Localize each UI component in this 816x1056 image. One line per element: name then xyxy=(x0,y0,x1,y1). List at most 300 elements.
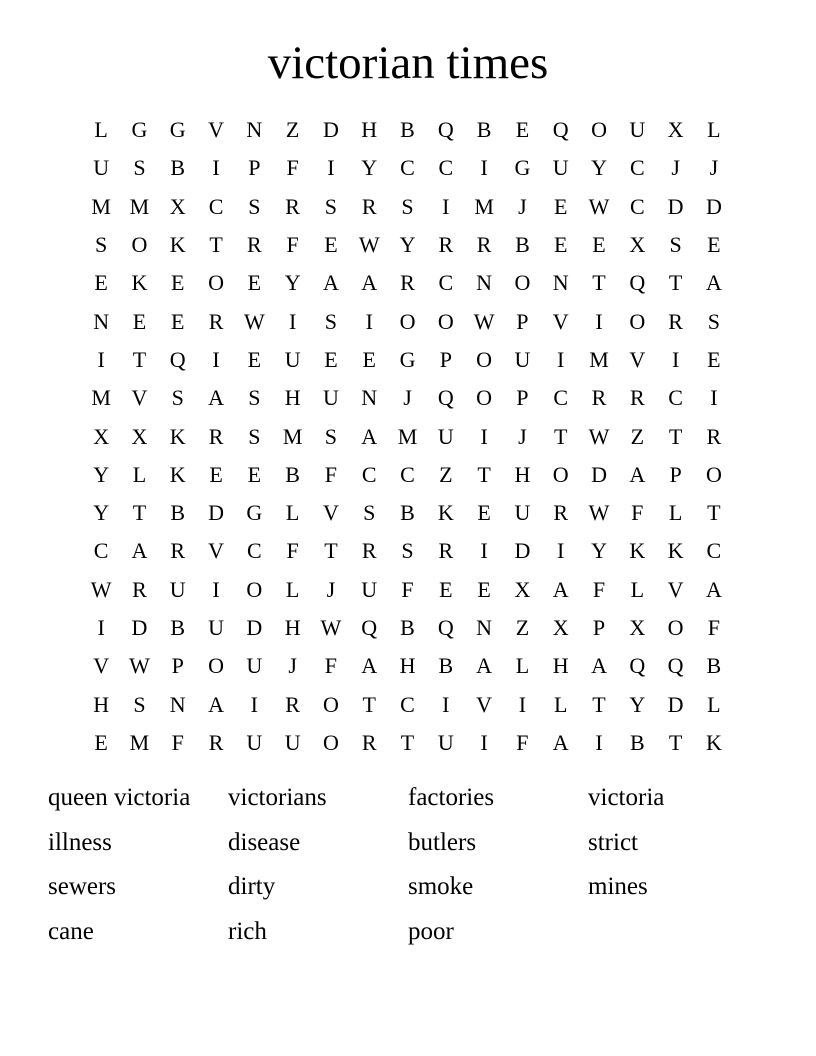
grid-letter: E xyxy=(707,232,721,258)
grid-letter: T xyxy=(592,270,606,296)
grid-letter: A xyxy=(705,576,722,602)
grid-letter: M xyxy=(474,193,494,219)
grid-letter: A xyxy=(552,576,569,602)
grid-letter: R xyxy=(591,385,607,411)
grid-letter: V xyxy=(476,691,493,717)
grid-letter: P xyxy=(439,346,452,372)
grid-letter: L xyxy=(515,653,530,679)
grid-letter: T xyxy=(668,729,683,755)
grid-letter: M xyxy=(129,729,150,755)
grid-letter: J xyxy=(518,193,527,219)
grid-letter: J xyxy=(288,653,297,679)
grid-letter: M xyxy=(589,346,609,372)
grid-letter: P xyxy=(248,155,261,181)
word-list-item: factories xyxy=(408,784,495,811)
grid-letter: P xyxy=(516,385,529,411)
grid-letter: I xyxy=(518,691,527,717)
grid-letter: C xyxy=(629,193,645,219)
grid-letter: K xyxy=(437,500,454,526)
grid-letter: T xyxy=(132,346,147,372)
grid-letter: T xyxy=(132,500,147,526)
grid-letter: I xyxy=(327,155,335,181)
grid-letter: W xyxy=(129,653,150,679)
grid-letter: A xyxy=(361,270,378,296)
grid-letter: G xyxy=(399,346,416,372)
grid-letter: D xyxy=(322,117,339,143)
grid-letter: V xyxy=(93,653,110,679)
grid-letter: G xyxy=(246,500,263,526)
grid-letter: A xyxy=(705,270,722,296)
grid-letter: I xyxy=(480,538,488,564)
grid-letter: I xyxy=(97,615,105,640)
grid-letter: F xyxy=(401,576,414,602)
grid-letter: N xyxy=(169,691,186,717)
grid-letter: X xyxy=(552,615,569,640)
grid-letter: F xyxy=(592,576,606,602)
grid-letter: W xyxy=(588,423,610,449)
grid-letter: J xyxy=(403,385,412,411)
grid-letter: Q xyxy=(552,117,569,143)
grid-letter: R xyxy=(361,193,377,219)
word-list-item: sewers xyxy=(48,873,117,901)
grid-letter: I xyxy=(595,729,603,755)
grid-letter: R xyxy=(208,423,224,449)
grid-letter: D xyxy=(246,615,263,640)
grid-letter: I xyxy=(250,691,258,717)
grid-letter: A xyxy=(552,729,569,755)
grid-letter: U xyxy=(246,729,263,755)
grid-letter: K xyxy=(131,270,148,296)
grid-letter: O xyxy=(437,308,454,334)
grid-letter: R xyxy=(629,385,645,411)
grid-letter: T xyxy=(400,729,415,755)
grid-letter: X xyxy=(514,576,531,602)
grid-letter: O xyxy=(322,729,339,755)
word-list-item: queen victoria xyxy=(48,784,191,811)
grid-letter: A xyxy=(476,653,493,679)
grid-letter: L xyxy=(707,117,721,143)
grid-letter: L xyxy=(285,500,300,526)
grid-letter: W xyxy=(358,232,380,258)
grid-letter: N xyxy=(552,270,569,296)
grid-letter: M xyxy=(397,423,418,449)
grid-letter: W xyxy=(90,576,112,602)
grid-letter: Q xyxy=(361,615,378,640)
grid-letter: E xyxy=(477,500,491,526)
word-list-item: rich xyxy=(228,918,267,946)
grid-letter: C xyxy=(400,155,415,181)
grid-letter: B xyxy=(285,461,300,487)
grid-letter: L xyxy=(553,691,568,717)
grid-letter: L xyxy=(132,461,147,487)
grid-letter: S xyxy=(324,423,338,449)
grid-letter: K xyxy=(169,423,186,449)
grid-letter: S xyxy=(248,193,261,219)
grid-letter: U xyxy=(284,729,301,755)
grid-letter: O xyxy=(629,308,646,334)
grid-letter: Z xyxy=(285,117,300,143)
grid-letter: D xyxy=(208,500,224,526)
grid-letter: R xyxy=(285,691,300,717)
grid-letter: I xyxy=(442,691,450,717)
grid-letter: I xyxy=(557,346,565,372)
grid-letter: V xyxy=(552,308,569,334)
grid-letter: S xyxy=(669,232,682,258)
word-list-item: strict xyxy=(588,828,638,856)
grid-letter: S xyxy=(363,500,376,526)
grid-letter: J xyxy=(671,155,680,181)
grid-letter: E xyxy=(477,576,491,602)
grid-letter: Y xyxy=(93,500,110,526)
grid-letter: C xyxy=(438,270,454,296)
grid-letter: N xyxy=(476,615,493,640)
grid-letter: O xyxy=(591,117,607,143)
grid-letter: I xyxy=(671,346,680,372)
grid-letter: C xyxy=(400,691,415,717)
grid-letter: Y xyxy=(399,232,416,258)
grid-letter: F xyxy=(286,155,299,181)
grid-letter: B xyxy=(170,500,186,526)
grid-letter: B xyxy=(515,232,530,258)
grid-letter: T xyxy=(668,423,683,449)
grid-letter: C xyxy=(93,538,109,564)
grid-letter: E xyxy=(171,308,185,334)
grid-letter: E xyxy=(94,729,108,755)
grid-letter: W xyxy=(473,308,495,334)
grid-letter: R xyxy=(400,270,415,296)
grid-letter: O xyxy=(131,232,148,258)
grid-letter: Y xyxy=(591,155,607,181)
word-list-item: illness xyxy=(48,828,112,856)
grid-letter: Y xyxy=(591,538,607,564)
grid-letter: E xyxy=(515,117,530,143)
grid-letter: P xyxy=(592,615,606,640)
grid-letter: B xyxy=(438,653,454,679)
grid-letter: P xyxy=(669,461,682,487)
grid-letter: D xyxy=(514,538,531,564)
grid-letter: E xyxy=(553,232,568,258)
grid-letter: O xyxy=(514,270,531,296)
grid-letter: L xyxy=(707,691,721,717)
grid-letter: L xyxy=(668,500,683,526)
grid-letter: T xyxy=(592,691,606,717)
grid-letter: S xyxy=(133,691,146,717)
grid-letter: A xyxy=(361,653,378,679)
grid-letter: F xyxy=(286,538,299,564)
grid-letter: H xyxy=(399,653,416,679)
grid-letter: W xyxy=(243,308,265,334)
grid-letter: R xyxy=(553,500,569,526)
grid-letter: A xyxy=(629,461,646,487)
grid-letter: H xyxy=(552,653,569,679)
grid-letter: U xyxy=(361,576,378,602)
grid-letter: B xyxy=(400,117,415,143)
grid-letter: C xyxy=(706,538,722,564)
grid-letter: E xyxy=(171,270,185,296)
grid-letter: F xyxy=(516,729,529,755)
grid-letter: U xyxy=(93,155,110,181)
grid-letter: K xyxy=(667,538,684,564)
grid-letter: R xyxy=(132,576,147,602)
grid-letter: A xyxy=(131,538,148,564)
grid-letter: S xyxy=(171,385,184,411)
grid-letter: B xyxy=(170,155,186,181)
grid-letter: C xyxy=(246,538,262,564)
grid-letter: R xyxy=(170,538,186,564)
grid-letter: P xyxy=(171,653,184,679)
grid-letter: S xyxy=(324,308,338,334)
grid-letter: X xyxy=(169,193,186,219)
grid-letter: L xyxy=(630,576,645,602)
grid-letter: C xyxy=(400,461,415,487)
grid-letter: I xyxy=(97,346,105,372)
grid-letter: E xyxy=(247,346,262,372)
grid-letter: F xyxy=(324,653,338,679)
grid-letter: E xyxy=(362,346,376,372)
grid-letter: W xyxy=(588,500,610,526)
grid-letter: V xyxy=(131,385,148,411)
grid-letter: A xyxy=(591,653,607,679)
grid-letter: C xyxy=(208,193,224,219)
grid-letter: V xyxy=(322,500,339,526)
grid-letter: J xyxy=(326,576,336,602)
grid-letter: H xyxy=(361,117,378,143)
grid-letter: X xyxy=(629,232,646,258)
grid-letter: C xyxy=(361,461,377,487)
grid-letter: L xyxy=(94,117,108,143)
grid-letter: X xyxy=(629,615,646,640)
word-list-item: smoke xyxy=(408,873,474,901)
grid-letter: U xyxy=(437,729,454,755)
grid-letter: K xyxy=(169,461,186,487)
grid-letter: Q xyxy=(629,653,646,679)
grid-letter: Q xyxy=(437,385,454,411)
grid-letter: U xyxy=(208,615,224,640)
grid-letter: I xyxy=(288,308,297,334)
grid-letter: M xyxy=(91,193,111,219)
grid-letter: B xyxy=(629,729,645,755)
grid-letter: T xyxy=(362,691,376,717)
grid-letter: E xyxy=(553,193,568,219)
grid-letter: O xyxy=(705,461,722,487)
grid-letter: B xyxy=(400,615,415,640)
grid-letter: X xyxy=(93,423,110,449)
grid-letter: U xyxy=(437,423,454,449)
grid-letter: Y xyxy=(629,691,646,717)
grid-letter: I xyxy=(557,538,565,564)
grid-letter: B xyxy=(170,615,186,640)
page-title: victorian times xyxy=(267,37,549,89)
grid-letter: I xyxy=(480,729,488,755)
word-list xyxy=(48,778,768,957)
grid-letter: E xyxy=(324,232,338,258)
grid-letter: Q xyxy=(437,117,454,143)
grid-letter: I xyxy=(212,576,220,602)
word-list-item: butlers xyxy=(408,828,477,856)
grid-letter: F xyxy=(707,615,721,640)
grid-letter: D xyxy=(591,461,607,487)
grid-letter: R xyxy=(706,423,722,449)
grid-letter: K xyxy=(169,232,186,258)
grid-letter: S xyxy=(248,423,261,449)
grid-letter: S xyxy=(95,232,108,258)
grid-letter: N xyxy=(93,308,110,334)
grid-letter: E xyxy=(247,461,262,487)
grid-letter: T xyxy=(324,538,338,564)
grid-letter: L xyxy=(285,576,300,602)
word-list-item: disease xyxy=(228,828,301,856)
grid-letter: T xyxy=(668,270,683,296)
grid-letter: O xyxy=(246,576,263,602)
grid-letter: E xyxy=(132,308,147,334)
grid-letter: B xyxy=(476,117,492,143)
word-list-item: poor xyxy=(408,918,454,946)
grid-letter: A xyxy=(208,691,224,717)
grid-letter: Z xyxy=(515,615,530,640)
grid-letter: G xyxy=(514,155,531,181)
grid-letter: X xyxy=(667,117,684,143)
grid-letter: U xyxy=(514,500,531,526)
grid-letter: O xyxy=(552,461,569,487)
grid-letter: S xyxy=(133,155,146,181)
grid-letter: A xyxy=(208,385,224,411)
grid-letter: V xyxy=(667,576,684,602)
grid-letter: D xyxy=(667,193,684,219)
grid-letter: H xyxy=(93,691,110,717)
grid-letter: O xyxy=(322,691,339,717)
grid-letter: H xyxy=(284,615,301,640)
grid-letter: S xyxy=(248,385,261,411)
grid-letter: S xyxy=(707,308,721,334)
grid-letter: O xyxy=(476,346,493,372)
grid-letter: O xyxy=(476,385,493,411)
grid-letter: C xyxy=(438,155,454,181)
grid-letter: D xyxy=(667,691,684,717)
grid-letter: Z xyxy=(630,423,645,449)
grid-letter: B xyxy=(706,653,722,679)
grid-letter: T xyxy=(707,500,721,526)
grid-letter: S xyxy=(401,193,414,219)
grid-letter: M xyxy=(91,385,111,411)
grid-letter: G xyxy=(169,117,186,143)
grid-letter: E xyxy=(209,461,223,487)
grid-letter: I xyxy=(212,346,220,372)
grid-letter: R xyxy=(208,729,224,755)
grid-letter: R xyxy=(438,538,454,564)
word-list-item: mines xyxy=(588,873,648,901)
grid-letter: H xyxy=(514,461,531,487)
letter-grid xyxy=(82,111,733,762)
grid-letter: E xyxy=(707,346,721,372)
grid-letter: C xyxy=(668,385,683,411)
grid-letter: V xyxy=(629,346,646,372)
grid-letter: O xyxy=(208,270,224,296)
grid-letter: U xyxy=(629,117,646,143)
grid-letter: W xyxy=(588,193,610,219)
grid-letter: V xyxy=(208,538,224,564)
grid-letter: S xyxy=(401,538,414,564)
grid-letter: R xyxy=(438,232,454,258)
grid-letter: N xyxy=(476,270,493,296)
grid-letter: O xyxy=(208,653,224,679)
grid-letter: S xyxy=(324,193,338,219)
grid-letter: I xyxy=(595,308,603,334)
word-list-item: victoria xyxy=(588,784,665,811)
grid-letter: U xyxy=(322,385,339,411)
grid-letter: T xyxy=(209,232,223,258)
grid-letter: U xyxy=(552,155,569,181)
grid-letter: C xyxy=(553,385,569,411)
grid-letter: X xyxy=(131,423,148,449)
grid-letter: R xyxy=(668,308,683,334)
grid-letter: R xyxy=(208,308,224,334)
grid-letter: U xyxy=(246,653,263,679)
grid-letter: M xyxy=(282,423,303,449)
grid-letter: O xyxy=(399,308,416,334)
grid-letter: T xyxy=(477,461,491,487)
grid-letter: N xyxy=(246,117,263,143)
grid-letter: F xyxy=(171,729,184,755)
word-list-item: dirty xyxy=(228,873,276,901)
grid-letter: I xyxy=(442,193,450,219)
grid-letter: K xyxy=(705,729,722,755)
grid-letter: H xyxy=(284,385,301,411)
grid-letter: I xyxy=(480,155,488,181)
grid-letter: Q xyxy=(667,653,684,679)
grid-letter: O xyxy=(667,615,684,640)
grid-letter: G xyxy=(131,117,148,143)
grid-letter: I xyxy=(212,155,220,181)
grid-letter: F xyxy=(286,232,299,258)
grid-letter: E xyxy=(247,270,262,296)
grid-letter: F xyxy=(324,461,338,487)
grid-letter: D xyxy=(705,193,722,219)
grid-letter: R xyxy=(246,232,262,258)
grid-letter: N xyxy=(361,385,378,411)
grid-letter: I xyxy=(365,308,373,334)
grid-letter: Y xyxy=(361,155,378,181)
grid-letter: J xyxy=(518,423,527,449)
grid-letter: Q xyxy=(169,346,186,372)
grid-letter: C xyxy=(629,155,645,181)
grid-letter: R xyxy=(285,193,300,219)
grid-letter: E xyxy=(592,232,606,258)
grid-letter: Z xyxy=(439,461,453,487)
grid-letter: Y xyxy=(93,461,110,487)
grid-letter: W xyxy=(320,615,342,640)
grid-letter: K xyxy=(629,538,646,564)
grid-letter: U xyxy=(514,346,531,372)
grid-letter: V xyxy=(208,117,224,143)
grid-letter: Y xyxy=(284,270,301,296)
grid-letter: I xyxy=(480,423,488,449)
grid-letter: A xyxy=(361,423,378,449)
word-list-item: cane xyxy=(48,918,94,946)
grid-letter: J xyxy=(709,155,719,181)
grid-letter: Q xyxy=(629,270,646,296)
grid-letter: E xyxy=(94,270,108,296)
grid-letter: M xyxy=(129,193,150,219)
grid-letter: U xyxy=(169,576,186,602)
grid-letter: B xyxy=(400,500,415,526)
grid-letter: U xyxy=(284,346,301,372)
grid-letter: D xyxy=(131,615,148,640)
grid-letter: A xyxy=(322,270,339,296)
grid-letter: F xyxy=(631,500,644,526)
grid-letter: R xyxy=(361,729,377,755)
grid-letter: T xyxy=(553,423,568,449)
grid-letter: R xyxy=(361,538,377,564)
